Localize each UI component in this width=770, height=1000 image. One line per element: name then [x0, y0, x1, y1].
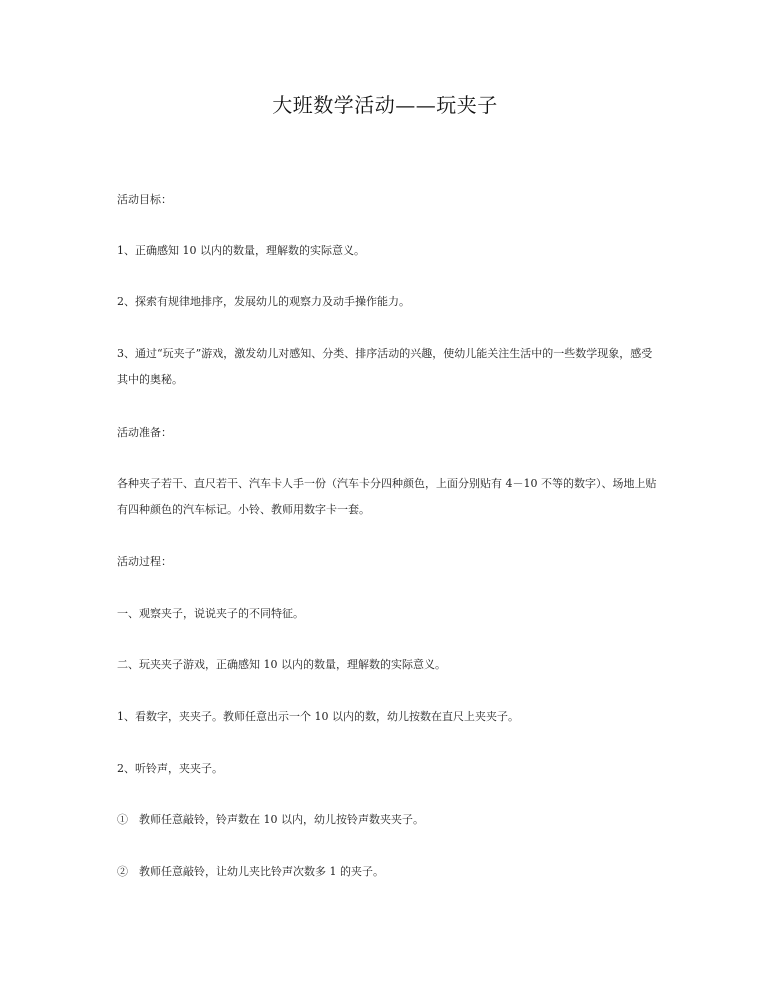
goals-heading: 活动目标：: [117, 193, 172, 206]
process-step-1: 一、观察夹子，说说夹子的不同特征。: [117, 607, 304, 620]
process-step-2-2-a: ① 教师任意敲铃，铃声数在 10 以内，幼儿按铃声数夹夹子。: [117, 813, 424, 826]
goal-item-1: 1、正确感知 10 以内的数量，理解数的实际意义。: [117, 244, 365, 257]
prep-item-1: 各种夹子若干、直尺若干、汽车卡人手一份（汽车卡分四种颜色，上面分别贴有 4－10 不等的数字）、场地上贴有四种颜色的汽车标记。小铃、教师用数字卡一套。: [117, 477, 657, 516]
goal-item-3: 3、通过“玩夹子”游戏，激发幼儿对感知、分类、排序活动的兴趣，使幼儿能关注生活中的一些数学现象，感受其中的奥秘。: [117, 347, 653, 386]
process-step-2-2-b: ② 教师任意敲铃，让幼儿夹比铃声次数多 1 的夹子。: [117, 865, 384, 878]
process-step-2-2: 2、听铃声，夹夹子。: [117, 762, 223, 775]
goal-item-2: 2、探索有规律地排序，发展幼儿的观察力及动手操作能力。: [117, 295, 410, 308]
page-title: 大班数学活动——玩夹子: [272, 93, 498, 117]
process-heading: 活动过程：: [117, 555, 172, 568]
process-step-2: 二、玩夹夹子游戏，正确感知 10 以内的数量，理解数的实际意义。: [117, 658, 446, 671]
process-step-2-1: 1、看数字，夹夹子。教师任意出示一个 10 以内的数，幼儿按数在直尺上夹夹子。: [117, 710, 519, 723]
prep-heading: 活动准备：: [117, 426, 172, 439]
